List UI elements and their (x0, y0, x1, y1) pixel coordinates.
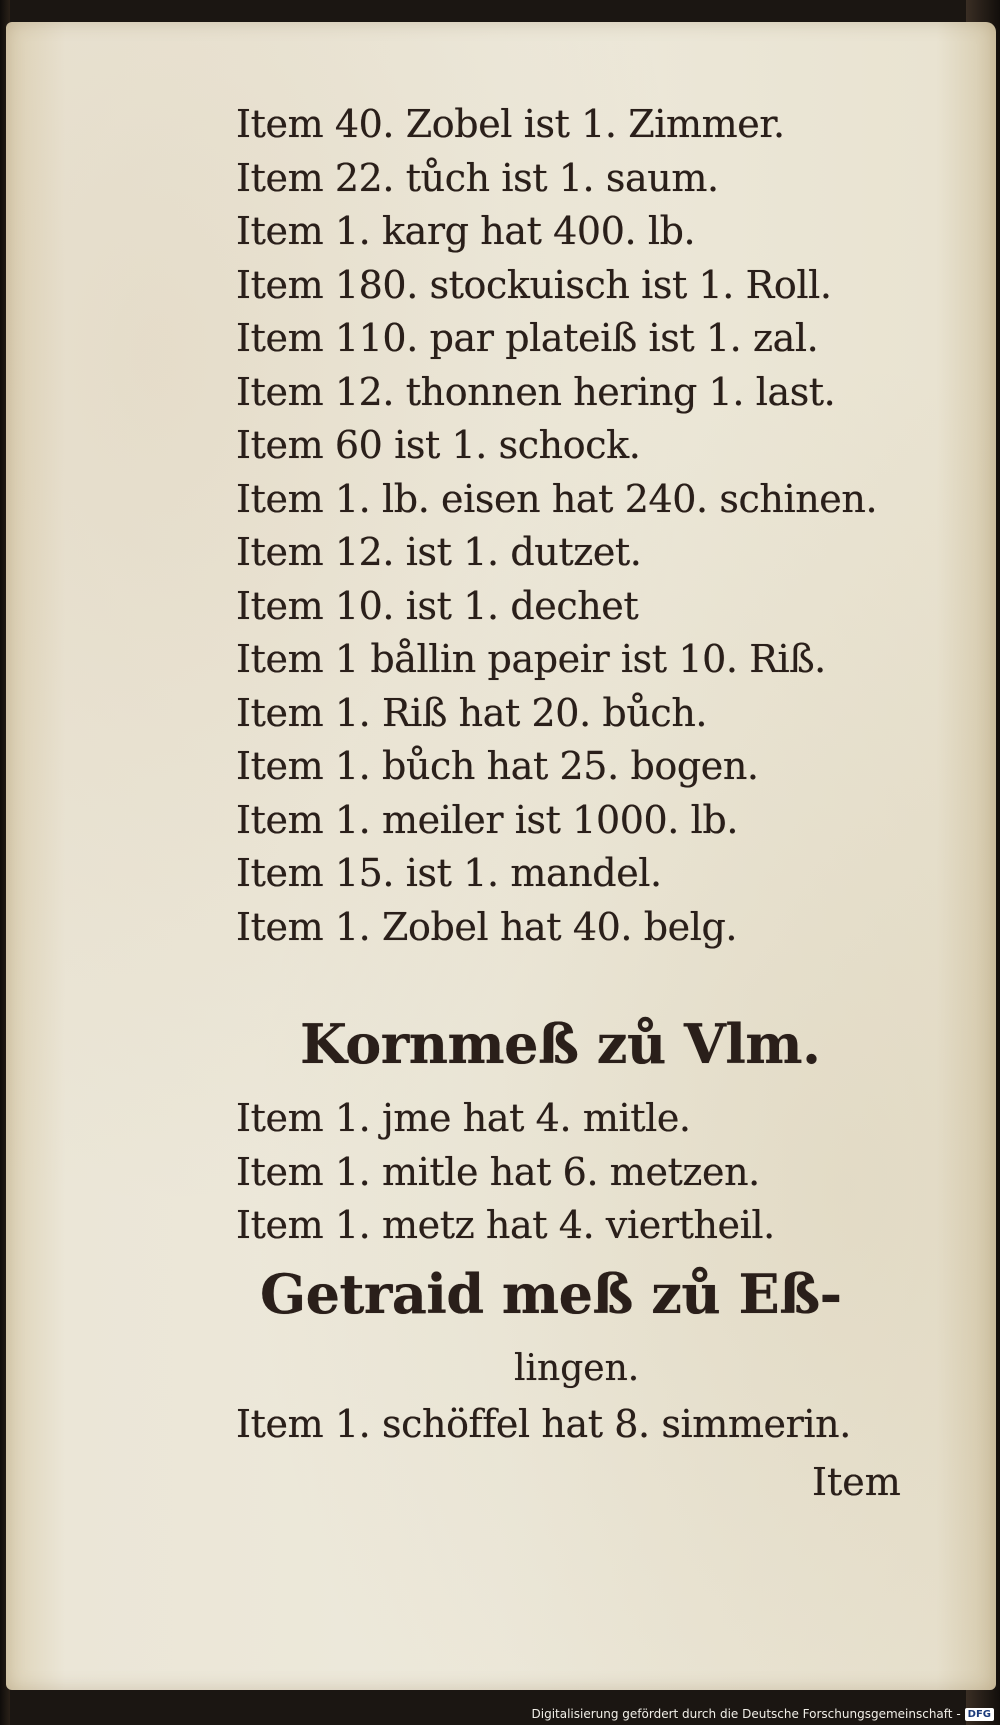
section-heading-esslingen: Getraid meß zů Eß- (260, 1262, 842, 1326)
text-line: Item 110. par plateiß ist 1. zal. (236, 316, 819, 360)
text-line: Item 1. jme hat 4. mitle. (236, 1096, 691, 1140)
text-line: Item 1. meiler ist 1000. lb. (236, 797, 739, 842)
measures-list (236, 98, 936, 954)
ulm-measures-list (236, 1092, 936, 1253)
text-line: Item 1. Riß hat 20. bůch. (236, 690, 708, 735)
text-line: Item 1. lb. eisen hat 240. schinen. (236, 476, 878, 521)
text-line: Item 1. Zobel hat 40. belg. (236, 904, 738, 949)
text-line: Item 180. stockuisch ist 1. Roll. (236, 262, 832, 307)
footer-text: Digitalisierung gefördert durch die Deutsche Forschungsgemeinschaft - (531, 1707, 961, 1721)
dfg-logo: DFG (965, 1708, 994, 1721)
text-line: Item 1. karg hat 400. lb. (236, 209, 696, 253)
section-heading-ulm: Kornmeß zů Vlm. (300, 1012, 821, 1076)
text-line: Item 1. metz hat 4. viertheil. (236, 1203, 775, 1247)
section-heading-esslingen-continued: lingen. (514, 1348, 640, 1389)
text-line: Item 12. ist 1. dutzet. (236, 530, 642, 574)
text-line: Item 10. ist 1. dechet (236, 583, 639, 628)
text-line: Item 40. Zobel ist 1. Zimmer. (236, 102, 785, 146)
text-line: Item 60 ist 1. schock. (236, 423, 641, 467)
text-line: Item 22. tůch ist 1. saum. (236, 155, 719, 200)
text-line: Item 1. schöffel hat 8. simmerin. (236, 1402, 851, 1446)
text-line: Item 15. ist 1. mandel. (236, 851, 662, 895)
text-line: Item 1. bůch hat 25. bogen. (236, 744, 759, 788)
text-line: Item 1. mitle hat 6. metzen. (236, 1149, 760, 1194)
catchword: Item (812, 1460, 901, 1504)
digitization-footer (532, 1707, 995, 1721)
text-line: Item 1 bållin papeir ist 10. Riß. (236, 637, 826, 681)
text-line: Item 12. thonnen hering 1. last. (236, 369, 836, 414)
